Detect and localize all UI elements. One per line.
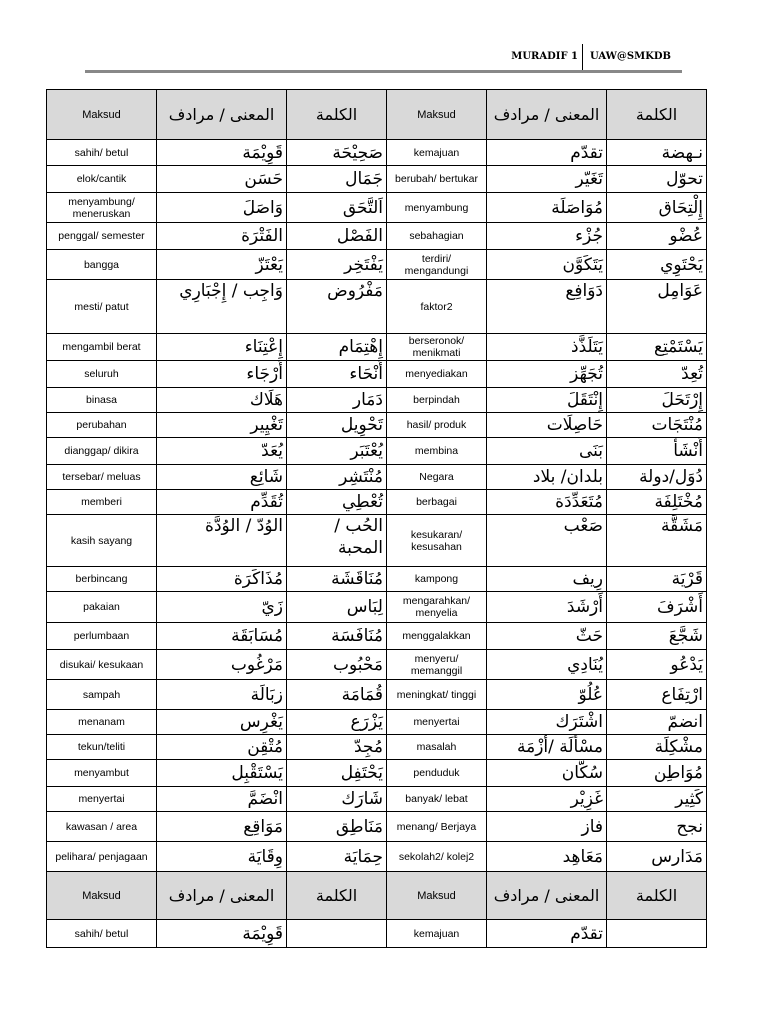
muradif-cell: سُكَّان (487, 760, 607, 787)
kalimah-cell: مُنْتَشِر (287, 465, 387, 490)
kalimah-cell: يُعْتَبَر (287, 438, 387, 465)
kalimah-cell (287, 920, 387, 948)
kalimah-cell: يَسْتَمْتِع (607, 334, 707, 361)
maksud-cell: menyambung (387, 193, 487, 223)
kalimah-cell: تُعِدّ (607, 361, 707, 388)
muradif-cell: مسْأَلَة /أَزْمَة (487, 735, 607, 760)
muradif-cell: اشْتَرَك (487, 710, 607, 735)
maksud-cell: perubahan (47, 413, 157, 438)
header-muradif: المعنى / مرادف (157, 872, 287, 920)
muradif-cell: مُسَابَقَة (157, 623, 287, 650)
kalimah-cell: مَنَاطِق (287, 812, 387, 842)
table-row (47, 193, 707, 223)
muradif-cell: زبَالَة (157, 680, 287, 710)
table-row (47, 334, 707, 361)
maksud-cell: Negara (387, 465, 487, 490)
muradif-cell: أَرْشَدَ (487, 592, 607, 623)
table-row (47, 140, 707, 166)
maksud-cell: sahih/ betul (47, 920, 157, 948)
muradif-cell: فاز (487, 812, 607, 842)
kalimah-cell: دَمَار (287, 388, 387, 413)
maksud-cell: tekun/teliti (47, 735, 157, 760)
kalimah-cell: يَحْتَفِل (287, 760, 387, 787)
muradif-cell: عُلُوّ (487, 680, 607, 710)
kalimah-cell: يَزْرَع (287, 710, 387, 735)
kalimah-cell: مُوَاطِن (607, 760, 707, 787)
kalimah-cell: يَدْعُو (607, 650, 707, 680)
header-kalimah: الكلمة (287, 872, 387, 920)
kalimah-cell: اَلتَّحَق (287, 193, 387, 223)
kalimah-cell: انضمّ (607, 710, 707, 735)
muradif-cell: يُعَدّ (157, 438, 287, 465)
muradif-cell: تُقَدِّم (157, 490, 287, 515)
maksud-cell: hasil/ produk (387, 413, 487, 438)
muradif-cell: دَوَافِع (487, 280, 607, 334)
muradif-cell: غَزِيْر (487, 787, 607, 812)
muradif-cell: حَاصِلَات (487, 413, 607, 438)
maksud-cell: berbincang (47, 567, 157, 592)
muradif-cell: الوُدّ / الوُدَّة (157, 515, 287, 567)
muradif-cell: أَرْجَاء (157, 361, 287, 388)
kalimah-cell: مَحْبُوب (287, 650, 387, 680)
maksud-cell: sahih/ betul (47, 140, 157, 166)
header-muradif: المعنى / مرادف (487, 872, 607, 920)
table-row (47, 465, 707, 490)
maksud-cell: penggal/ semester (47, 223, 157, 250)
maksud-cell: menyertai (47, 787, 157, 812)
header-maksud: Maksud (387, 90, 487, 140)
kalimah-cell: شَارَك (287, 787, 387, 812)
kalimah-cell: إِهْتِمَام (287, 334, 387, 361)
kalimah-cell: عُضْو (607, 223, 707, 250)
maksud-cell: pakaian (47, 592, 157, 623)
kalimah-cell (607, 920, 707, 948)
table-row (47, 710, 707, 735)
kalimah-cell: قَرْيَة (607, 567, 707, 592)
muradif-cell: يَتَلَذَّذ (487, 334, 607, 361)
muradif-cell: قَوِيْمَة (157, 920, 287, 948)
muradif-cell: بَنَى (487, 438, 607, 465)
muradif-cell: انْضَمَّ (157, 787, 287, 812)
maksud-cell: kasih sayang (47, 515, 157, 567)
muradif-cell: وَاجِب / إِجْبَارِي (157, 280, 287, 334)
maksud-cell: penduduk (387, 760, 487, 787)
vocabulary-table (46, 89, 707, 948)
header-muradif: المعنى / مرادف (157, 90, 287, 140)
maksud-cell: menyeru/ memanggil (387, 650, 487, 680)
maksud-cell: menyertai (387, 710, 487, 735)
muradif-cell: صَعْب (487, 515, 607, 567)
muradif-cell: رِيف (487, 567, 607, 592)
muradif-cell: مُتْقِن (157, 735, 287, 760)
kalimah-cell: مَفْرُوض (287, 280, 387, 334)
maksud-cell: elok/cantik (47, 166, 157, 193)
muradif-cell: إِنْتَقَلَ (487, 388, 607, 413)
kalimah-cell: مشْكِلَة (607, 735, 707, 760)
muradif-cell: يَسْتَقْبِل (157, 760, 287, 787)
muradif-cell: حَسَن (157, 166, 287, 193)
kalimah-cell: دُوَل/دولة (607, 465, 707, 490)
table-header-row (47, 90, 707, 140)
maksud-cell: faktor2 (387, 280, 487, 334)
maksud-cell: mengarahkan/ menyelia (387, 592, 487, 623)
maksud-cell: perlumbaan (47, 623, 157, 650)
maksud-cell: meningkat/ tinggi (387, 680, 487, 710)
kalimah-cell: قُمَامَة (287, 680, 387, 710)
muradif-cell: بلدان/ بلاد (487, 465, 607, 490)
kalimah-cell: حِمَايَة (287, 842, 387, 872)
header-muradif: المعنى / مرادف (487, 90, 607, 140)
maksud-cell: kampong (387, 567, 487, 592)
table-header-row (47, 872, 707, 920)
muradif-cell: جُزْء (487, 223, 607, 250)
table-row (47, 787, 707, 812)
muradif-cell: مُذَاكَرَة (157, 567, 287, 592)
kalimah-cell: يَحْتَوِي (607, 250, 707, 280)
muradif-cell: يَتَكَوَّن (487, 250, 607, 280)
muradif-cell: تُجَهِّز (487, 361, 607, 388)
table-row (47, 280, 707, 334)
kalimah-cell: أَنْشَأَ (607, 438, 707, 465)
vocabulary-table-body (47, 90, 707, 948)
muradif-cell: مَرْغُوب (157, 650, 287, 680)
header-author: UAW@SMKDB (590, 51, 672, 62)
kalimah-cell: مُخْتَلِفَة (607, 490, 707, 515)
maksud-cell: menang/ Berjaya (387, 812, 487, 842)
muradif-cell: تقدّم (487, 920, 607, 948)
table-row (47, 650, 707, 680)
maksud-cell: sampah (47, 680, 157, 710)
maksud-cell: sebahagian (387, 223, 487, 250)
maksud-cell: berpindah (387, 388, 487, 413)
header-separator (582, 44, 583, 70)
maksud-cell: binasa (47, 388, 157, 413)
kalimah-cell: مَدَارس (607, 842, 707, 872)
table-row (47, 920, 707, 948)
table-row (47, 592, 707, 623)
kalimah-cell: يَفْتَخِر (287, 250, 387, 280)
muradif-cell: يَعْتَزّ (157, 250, 287, 280)
kalimah-cell: تُعْطِي (287, 490, 387, 515)
kalimah-cell: إِرْتَحَلَ (607, 388, 707, 413)
kalimah-cell: تحوّل (607, 166, 707, 193)
muradif-cell: شَائِع (157, 465, 287, 490)
kalimah-cell: تَحْوِيل (287, 413, 387, 438)
muradif-cell: تَغَيّر (487, 166, 607, 193)
maksud-cell: tersebar/ meluas (47, 465, 157, 490)
table-row (47, 166, 707, 193)
table-row (47, 842, 707, 872)
maksud-cell: mesti/ patut (47, 280, 157, 334)
kalimah-cell: مُنَافَسَة (287, 623, 387, 650)
maksud-cell: terdiri/ mengandungi (387, 250, 487, 280)
maksud-cell: kemajuan (387, 140, 487, 166)
table-row (47, 223, 707, 250)
header-maksud: Maksud (387, 872, 487, 920)
maksud-cell: masalah (387, 735, 487, 760)
maksud-cell: berseronok/ menikmati (387, 334, 487, 361)
table-row (47, 812, 707, 842)
kalimah-cell: لِبَاس (287, 592, 387, 623)
table-row (47, 735, 707, 760)
kalimah-cell: مُنْتَجَات (607, 413, 707, 438)
kalimah-cell: مَشَقَّة (607, 515, 707, 567)
maksud-cell: dianggap/ dikira (47, 438, 157, 465)
muradif-cell: مَعَاهِد (487, 842, 607, 872)
maksud-cell: berbagai (387, 490, 487, 515)
table-row (47, 760, 707, 787)
header-maksud: Maksud (47, 872, 157, 920)
muradif-cell: تَغْيِير (157, 413, 287, 438)
table-row (47, 567, 707, 592)
kalimah-cell: كَثِير (607, 787, 707, 812)
maksud-cell: mengambil berat (47, 334, 157, 361)
maksud-cell: menyambut (47, 760, 157, 787)
table-row (47, 490, 707, 515)
kalimah-cell: أَنْحَاء (287, 361, 387, 388)
maksud-cell: menggalakkan (387, 623, 487, 650)
maksud-cell: disukai/ kesukaan (47, 650, 157, 680)
muradif-cell: تقدّم (487, 140, 607, 166)
muradif-cell: وِقَايَة (157, 842, 287, 872)
header-kalimah: الكلمة (607, 872, 707, 920)
maksud-cell: kesukaran/ kesusahan (387, 515, 487, 567)
muradif-cell: مُتَعَدِّدَة (487, 490, 607, 515)
table-row (47, 361, 707, 388)
kalimah-cell: مُنَاقَشَة (287, 567, 387, 592)
kalimah-cell: جَمَال (287, 166, 387, 193)
kalimah-cell: ارْتِفَاع (607, 680, 707, 710)
kalimah-cell: شَجَّعَ (607, 623, 707, 650)
maksud-cell: kawasan / area (47, 812, 157, 842)
kalimah-cell: نـهضة (607, 140, 707, 166)
kalimah-cell: نجح (607, 812, 707, 842)
maksud-cell: membina (387, 438, 487, 465)
kalimah-cell: الفَصْل (287, 223, 387, 250)
table-row (47, 413, 707, 438)
muradif-cell: يَغْرِس (157, 710, 287, 735)
header-maksud: Maksud (47, 90, 157, 140)
muradif-cell: هَلَاك (157, 388, 287, 413)
maksud-cell: menyambung/ meneruskan (47, 193, 157, 223)
maksud-cell: seluruh (47, 361, 157, 388)
muradif-cell: قَوِيْمَة (157, 140, 287, 166)
maksud-cell: menanam (47, 710, 157, 735)
muradif-cell: زَيّ (157, 592, 287, 623)
table-row (47, 250, 707, 280)
header-kalimah: الكلمة (287, 90, 387, 140)
muradif-cell: إِعْتِنَاء (157, 334, 287, 361)
muradif-cell: حَثّ (487, 623, 607, 650)
page-header (0, 48, 768, 72)
kalimah-cell: عَوَامِل (607, 280, 707, 334)
maksud-cell: sekolah2/ kolej2 (387, 842, 487, 872)
header-kalimah: الكلمة (607, 90, 707, 140)
muradif-cell: يُنَادِي (487, 650, 607, 680)
table-row (47, 515, 707, 567)
muradif-cell: مَوَاقِع (157, 812, 287, 842)
maksud-cell: banyak/ lebat (387, 787, 487, 812)
muradif-cell: الفَتْرَة (157, 223, 287, 250)
maksud-cell: berubah/ bertukar (387, 166, 487, 193)
muradif-cell: مُوَاصَلَة (487, 193, 607, 223)
maksud-cell: memberi (47, 490, 157, 515)
maksud-cell: kemajuan (387, 920, 487, 948)
maksud-cell: menyediakan (387, 361, 487, 388)
kalimah-cell: مُجِدّ (287, 735, 387, 760)
kalimah-cell: أَشْرَفَ (607, 592, 707, 623)
header-rule (85, 70, 682, 73)
kalimah-cell: إِلْتِحَاق (607, 193, 707, 223)
table-row (47, 388, 707, 413)
table-row (47, 623, 707, 650)
kalimah-cell: صَحِيْحَة (287, 140, 387, 166)
kalimah-cell: الحُب /المحبة (287, 515, 387, 567)
muradif-cell: وَاصَلَ (157, 193, 287, 223)
maksud-cell: pelihara/ penjagaan (47, 842, 157, 872)
table-row (47, 680, 707, 710)
maksud-cell: bangga (47, 250, 157, 280)
header-title: MURADIF 1 (511, 51, 578, 62)
table-row (47, 438, 707, 465)
